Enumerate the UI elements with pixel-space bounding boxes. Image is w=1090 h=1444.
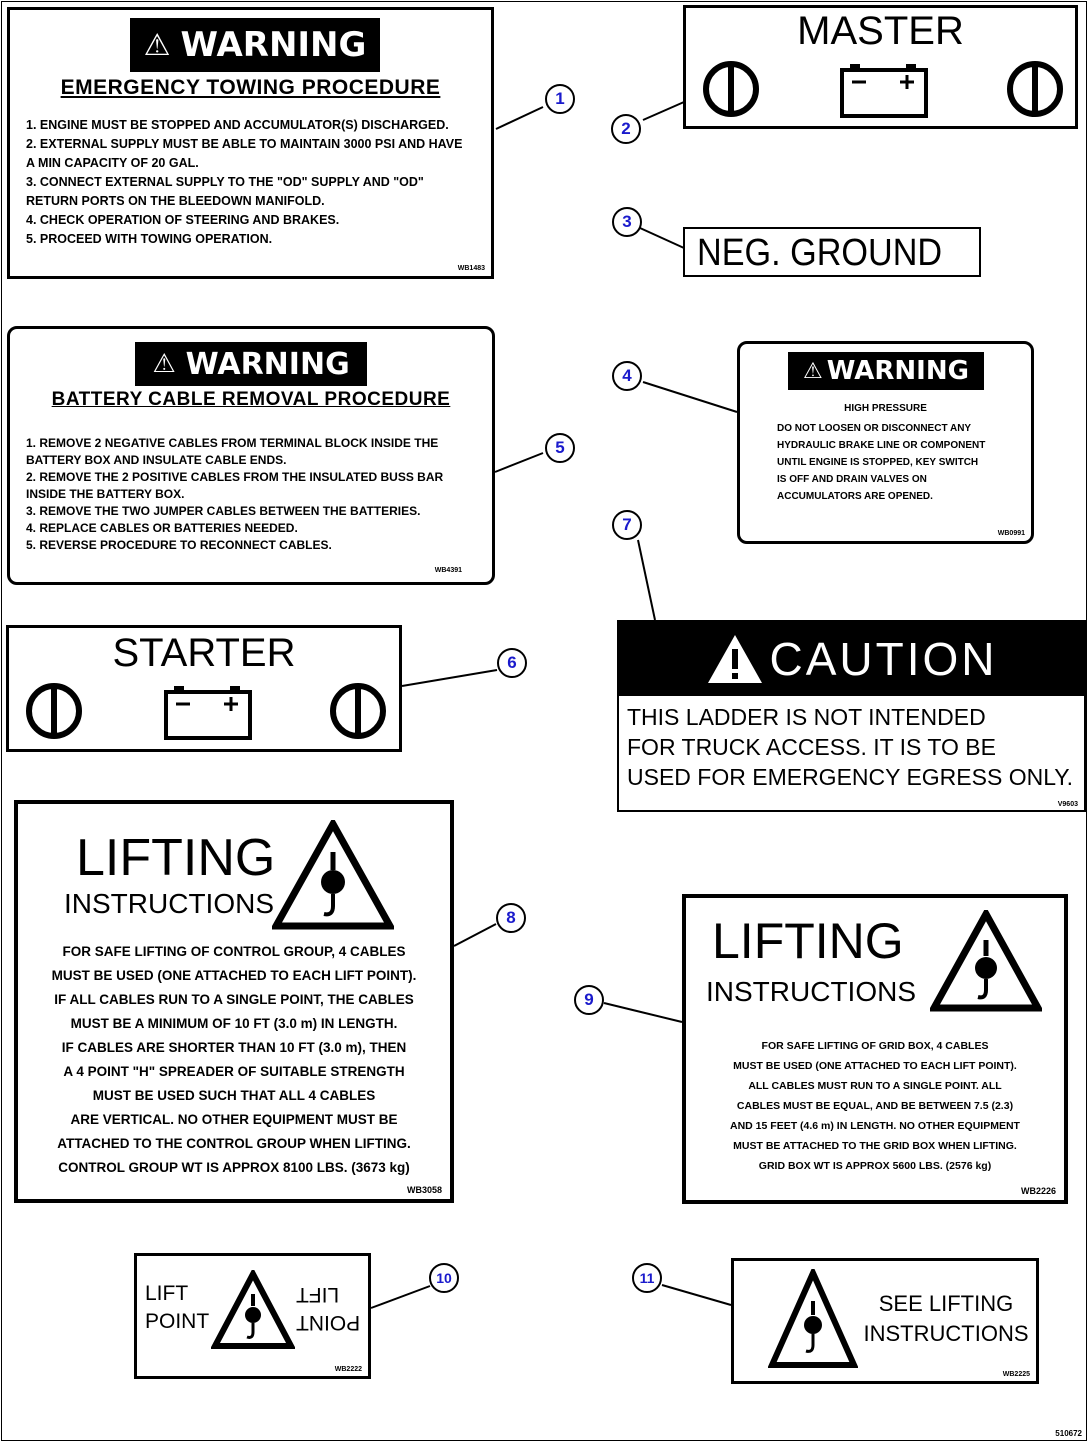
switch-off-icon [1004,58,1066,120]
decal-heading: BATTERY CABLE REMOVAL PROCEDURE [51,389,451,410]
part-code: WB0991 [997,530,1025,537]
lift-point-right [296,1280,360,1336]
lifting-line: ARE VERTICAL. NO OTHER EQUIPMENT MUST BE [70,1112,398,1127]
caution-line: USED FOR EMERGENCY EGRESS ONLY. [627,764,1074,790]
callout-8: 8 [496,903,526,933]
decal-battery-cable [7,326,495,585]
part-code: WB4391 [434,567,462,574]
caution-banner [619,622,1084,696]
callout-4: 4 [612,361,642,391]
decal-emergency-towing [7,7,494,279]
decal-subtitle: INSTRUCTIONS [706,976,916,1007]
warning-banner [130,18,380,72]
decal-high-pressure [737,341,1034,544]
step-item: 2. EXTERNAL SUPPLY MUST BE ABLE TO MAINTAIN 3000 PSI AND HAVE A MIN CAPACITY OF 20 GAL. [26,137,463,170]
part-code: WB1483 [457,265,485,272]
lifting-line: FOR SAFE LIFTING OF CONTROL GROUP, 4 CABLES [62,944,406,959]
decal-subtitle: INSTRUCTIONS [64,888,274,919]
step-item: 5. PROCEED WITH TOWING OPERATION. [26,232,273,246]
callout-5: 5 [545,433,575,463]
step-item: 1. ENGINE MUST BE STOPPED AND ACCUMULATOR(S) DISCHARGED. [26,118,449,132]
lift-point-line: POINT [295,1311,360,1334]
lifting-line: IF ALL CABLES RUN TO A SINGLE POINT, THE CABLES [54,992,414,1007]
caution-text [627,702,1073,792]
lifting-line: IF CABLES ARE SHORTER THAN 10 FT (3.0 m), THEN [61,1040,407,1055]
see-lifting-line: SEE LIFTING [878,1291,1014,1316]
lifting-line: CABLES MUST BE EQUAL, AND BE BETWEEN 7.5 (2.3) [736,1100,1014,1112]
battery-icon [160,682,256,742]
decal-lift-point [134,1253,371,1379]
callout-6: 6 [497,648,527,678]
caution-line: THIS LADDER IS NOT INTENDED [627,704,986,730]
part-code: WB2225 [1002,1371,1030,1378]
lifting-line: MUST BE ATTACHED TO THE GRID BOX WHEN LIFTING. [733,1140,1017,1152]
lifting-line: MUST BE USED SUCH THAT ALL 4 CABLES [92,1088,376,1103]
decal-text: NEG. GROUND [697,232,943,274]
lift-point-left [145,1280,209,1336]
decal-title: MASTER [797,9,964,53]
step-item: 1. REMOVE 2 NEGATIVE CABLES FROM TERMINAL BLOCK INSIDE THE BATTERY BOX AND INSULATE CABLE ENDS. [26,436,439,467]
decal-caution-ladder [617,620,1086,812]
decal-heading: EMERGENCY TOWING PROCEDURE [60,76,441,99]
step-item: 4. CHECK OPERATION OF STEERING AND BRAKES. [26,213,340,227]
warning-triangle-icon: ⚠ [803,358,823,384]
see-lifting-text [858,1289,1034,1349]
warning-banner-label: WARNING [185,346,350,382]
lifting-line: MUST BE USED (ONE ATTACHED TO EACH LIFT POINT). [733,1060,1017,1072]
step-item: 4. REPLACE CABLES OR BATTERIES NEEDED. [26,521,298,535]
decal-subtitle: HIGH PRESSURE [844,403,927,414]
callout-7: 7 [612,510,642,540]
warning-banner-label: WARNING [180,25,367,65]
hoist-hook-icon [768,1269,858,1369]
caution-line: FOR TRUCK ACCESS. IT IS TO BE [627,734,996,760]
lifting-line: FOR SAFE LIFTING OF GRID BOX, 4 CABLES [761,1040,989,1052]
decal-master [683,5,1078,129]
warning-banner [788,352,984,390]
switch-on-icon [700,58,762,120]
warning-banner-label: WARNING [826,356,969,386]
decal-lifting-grid-box [682,894,1068,1204]
callout-9: 9 [574,985,604,1015]
decal-see-lifting [731,1258,1039,1384]
figure-code: 510672 [1055,1429,1082,1438]
decal-neg-ground [683,227,981,277]
lifting-text [686,1036,1064,1176]
procedure-steps [26,435,476,554]
step-item: 2. REMOVE THE 2 POSITIVE CABLES FROM THE INSULATED BUSS BAR INSIDE THE BATTERY BOX. [26,470,444,501]
lift-point-line: POINT [145,1310,210,1333]
step-item: 3. REMOVE THE TWO JUMPER CABLES BETWEEN THE BATTERIES. [26,504,421,518]
part-code: WB2222 [334,1366,362,1373]
lifting-line: GRID BOX WT IS APPROX 5600 LBS. (2576 kg) [758,1160,992,1172]
lifting-line: MUST BE A MINIMUM OF 10 FT (3.0 m) IN LENGTH. [70,1016,398,1031]
decal-title: STARTER [112,631,296,675]
warning-triangle-icon: ⚠ [152,349,176,379]
see-lifting-line: INSTRUCTIONS [863,1321,1029,1346]
hoist-hook-icon [930,910,1042,1014]
lifting-line: ALL CABLES MUST RUN TO A SINGLE POINT. ALL [748,1080,1002,1092]
callout-11: 11 [632,1263,662,1293]
decal-title: LIFTING [712,913,904,969]
caution-banner-label: CAUTION [769,633,998,685]
part-code: WB2226 [1020,1186,1056,1196]
warning-triangle-icon [706,633,764,685]
callout-2: 2 [611,114,641,144]
step-item: 5. REVERSE PROCEDURE TO RECONNECT CABLES. [26,538,332,552]
lift-point-line: LIFT [295,1283,339,1306]
hoist-hook-icon [272,820,394,932]
lifting-line: MUST BE USED (ONE ATTACHED TO EACH LIFT POINT). [51,968,417,983]
procedure-steps [26,116,466,249]
lifting-line: CONTROL GROUP WT IS APPROX 8100 LBS. (3673 kg) [58,1160,410,1175]
decal-title: LIFTING [76,829,276,887]
switch-off-icon [327,680,389,742]
warning-triangle-icon: ⚠ [143,27,171,63]
callout-3: 3 [612,207,642,237]
hoist-hook-icon [211,1270,295,1352]
decal-starter [6,625,402,752]
lifting-line: A 4 POINT "H" SPREADER OF SUITABLE STRENGTH [63,1064,405,1079]
part-code: V9603 [1057,801,1078,808]
switch-on-icon [23,680,85,742]
callout-10: 10 [429,1263,459,1293]
warning-banner [135,342,367,386]
step-item: 3. CONNECT EXTERNAL SUPPLY TO THE "OD" SUPPLY AND "OD" RETURN PORTS ON THE BLEEDOWN MANIFOLD. [26,175,424,208]
lifting-line: AND 15 FEET (4.6 m) IN LENGTH. NO OTHER EQUIPMENT [730,1120,1020,1132]
lifting-line: ATTACHED TO THE CONTROL GROUP WHEN LIFTING. [57,1136,411,1151]
callout-1: 1 [545,84,575,114]
battery-icon [836,60,932,120]
lift-point-line: LIFT [145,1282,189,1305]
decal-body: DO NOT LOOSEN OR DISCONNECT ANY HYDRAULIC BRAKE LINE OR COMPONENT UNTIL ENGINE IS STOPPED, KEY SWITCH IS OFF AND DRAIN VALVES ON ACCUMULATORS ARE OPENED. [777,423,986,502]
part-code: WB3058 [406,1185,442,1195]
lifting-text [18,940,450,1180]
decal-lifting-control-group [14,800,454,1203]
